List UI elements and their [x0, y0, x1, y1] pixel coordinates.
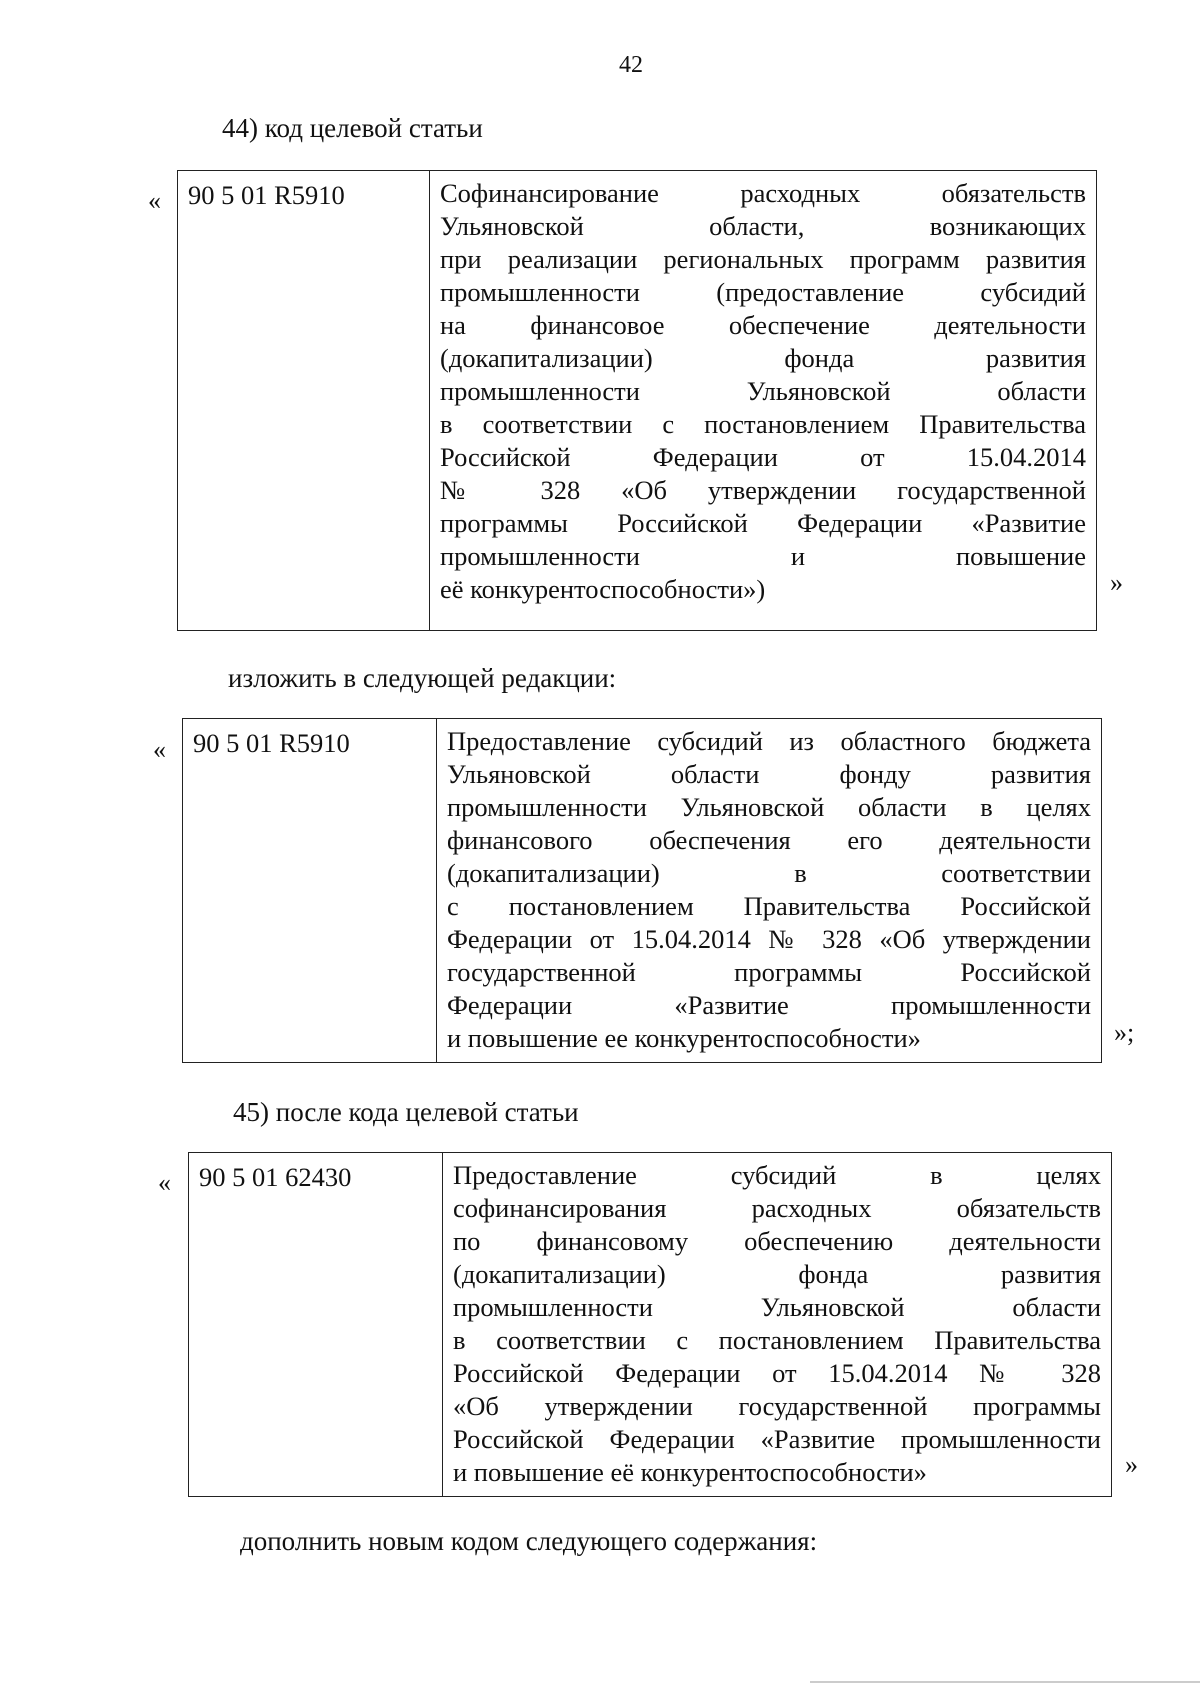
description-line: (докапитализации) фонда развития [440, 343, 1086, 373]
description-line: Российской Федерации от 15.04.2014 № 328 [453, 1358, 1101, 1388]
description-line: Софинансирование расходных обязательств [440, 178, 1086, 208]
target-code: 90 5 01 62430 [189, 1153, 443, 1497]
description-line: государственной программы Российской [447, 957, 1091, 987]
description-line: Федерации от 15.04.2014 № 328 «Об утверждении [447, 924, 1091, 954]
description-line: программы Российской Федерации «Развитие [440, 508, 1086, 538]
replace-instruction: изложить в следующей редакции: [228, 663, 617, 693]
description-line: промышленности (предоставление субсидий [440, 277, 1086, 307]
description-line: (докапитализации) фонда развития [453, 1259, 1101, 1289]
open-quote: « [158, 1168, 171, 1197]
description-line: промышленности Ульяновской области в целях [447, 792, 1091, 822]
description-line: «Об утверждении государственной программы [453, 1391, 1101, 1421]
description-line: Российской Федерации от 15.04.2014 [440, 442, 1086, 472]
target-description [430, 171, 1097, 631]
target-code: 90 5 01 R5910 [183, 719, 437, 1063]
code-table-new [182, 718, 1102, 1063]
description-line: промышленности и повышение [440, 541, 1086, 571]
description-line: при реализации региональных программ развития [440, 244, 1086, 274]
description-line: Ульяновской области, возникающих [440, 211, 1086, 241]
open-quote: « [153, 735, 166, 764]
target-description [443, 1153, 1112, 1497]
item-44-intro: 44) код целевой статьи [222, 113, 483, 143]
description-line: финансового обеспечения его деятельности [447, 825, 1091, 855]
table-row [178, 171, 1097, 631]
description-line: промышленности Ульяновской области [453, 1292, 1101, 1322]
code-table-old [177, 170, 1097, 631]
close-quote: » [1110, 568, 1123, 597]
description-line: промышленности Ульяновской области [440, 376, 1086, 406]
description-line: в соответствии с постановлением Правительства [440, 409, 1086, 439]
description-line: с постановлением Правительства Российской [447, 891, 1091, 921]
target-description [437, 719, 1102, 1063]
table-row [183, 719, 1102, 1063]
open-quote: « [148, 186, 161, 215]
description-line: на финансовое обеспечение деятельности [440, 310, 1086, 340]
item-45-intro: 45) после кода целевой статьи [233, 1097, 579, 1127]
description-line: и повышение её конкурентоспособности» [453, 1457, 927, 1487]
close-quote: »; [1114, 1018, 1135, 1047]
description-line: Предоставление субсидий в целях [453, 1160, 1101, 1190]
description-line: Предоставление субсидий из областного бюджета [447, 726, 1091, 756]
description-line: и повышение ее конкурентоспособности» [447, 1023, 921, 1053]
page-number: 42 [619, 52, 643, 78]
close-quote: » [1125, 1450, 1138, 1479]
description-line: в соответствии с постановлением Правительства [453, 1325, 1101, 1355]
description-line: по финансовому обеспечению деятельности [453, 1226, 1101, 1256]
code-table-62430 [188, 1152, 1112, 1497]
description-line: софинансирования расходных обязательств [453, 1193, 1101, 1223]
description-line: Ульяновской области фонду развития [447, 759, 1091, 789]
table-row [189, 1153, 1112, 1497]
add-code-instruction: дополнить новым кодом следующего содержания: [240, 1526, 818, 1556]
description-line: (докапитализации) в соответствии [447, 858, 1091, 888]
description-line: Федерации «Развитие промышленности [447, 990, 1091, 1020]
description-line: Российской Федерации «Развитие промышленности [453, 1424, 1101, 1454]
scan-edge-line [810, 1681, 1200, 1683]
target-code: 90 5 01 R5910 [178, 171, 430, 631]
description-line: № 328 «Об утверждении государственной [440, 475, 1086, 505]
description-line: её конкурентоспособности») [440, 574, 766, 604]
